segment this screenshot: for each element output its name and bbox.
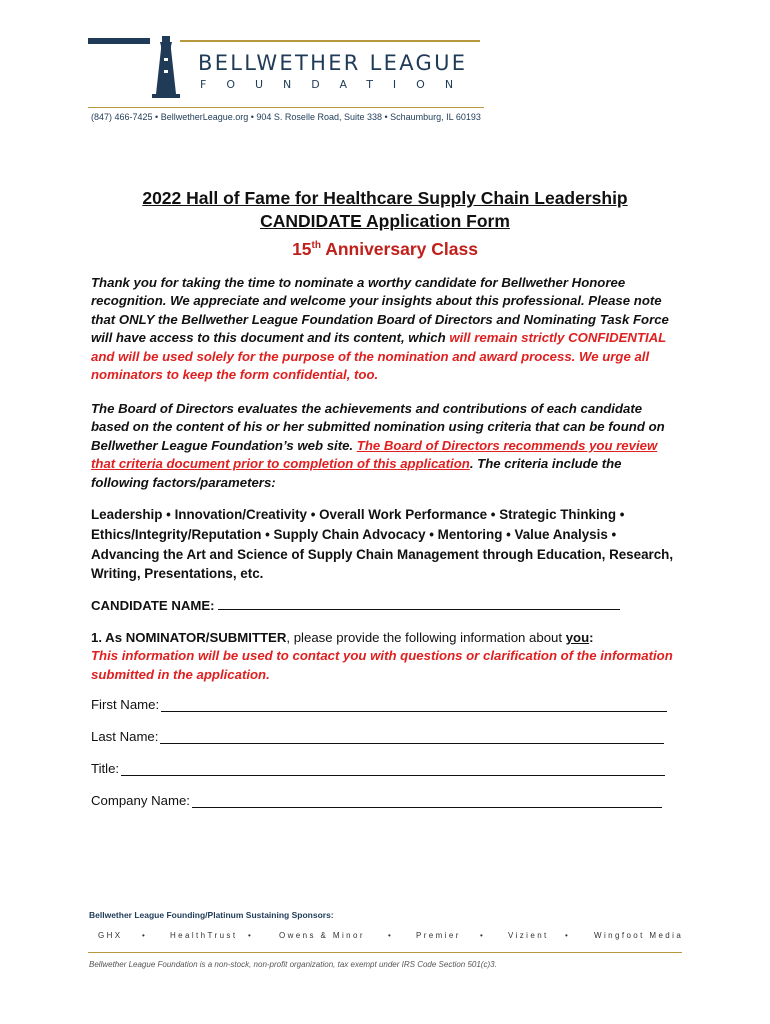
foundation-logo (88, 34, 488, 109)
candidate-name-label: CANDIDATE NAME: (91, 598, 215, 613)
footer-divider (88, 952, 682, 953)
header-divider (88, 107, 484, 108)
logo-accent-bar (88, 38, 488, 44)
sponsor-separator: • (388, 931, 394, 940)
sponsor-separator: • (480, 931, 486, 940)
sponsor-vizient: Vizient (508, 931, 549, 940)
sponsor-premier: Premier (416, 931, 461, 940)
form-subtitle: CANDIDATE Application Form (260, 211, 510, 231)
last-name-label: Last Name: (91, 729, 159, 744)
sponsor-separator: • (565, 931, 571, 940)
title-field[interactable] (121, 763, 665, 776)
anniversary-class (0, 233, 770, 262)
confidential-notice: will remain strictly CONFIDENTIAL and will be used solely for the purpose of the nomination and award process. We urge all nominators to keep the form confidential, too. (91, 330, 667, 383)
sponsor-ghx: GHX (98, 931, 123, 940)
criteria-link[interactable]: The Board of Directors recommends you review that criteria document prior to completion of this application (91, 437, 658, 472)
company-name-field[interactable] (192, 795, 662, 808)
question-middle: , please provide the following information about (286, 630, 566, 645)
sponsor-healthtrust: HealthTrust (170, 931, 238, 940)
first-name-label: First Name: (91, 697, 160, 712)
tax-status-note: Bellwether League Foundation is a non-stock, non-profit organization, tax exempt under IRS Code Section 501(c)3. (89, 960, 497, 969)
lighthouse-icon (150, 34, 182, 100)
question-you: you (565, 630, 590, 645)
intro-paragraph (91, 274, 681, 384)
last-name-row (91, 729, 664, 744)
sponsor-owens-minor: Owens & Minor (279, 931, 365, 940)
sponsor-separator: • (248, 931, 254, 940)
anniversary-suffix: th (311, 240, 321, 251)
question-prefix: 1. As NOMINATOR/SUBMITTER (91, 630, 287, 645)
nominator-question (91, 629, 681, 684)
sponsor-separator: • (142, 931, 148, 940)
contact-usage-note: This information will be used to contact you with questions or clarification of the information submitted in the application. (91, 648, 673, 682)
form-title-block (0, 187, 770, 262)
board-paragraph (91, 400, 681, 492)
candidate-name-field[interactable] (218, 597, 620, 610)
sponsor-wingfoot-media: Wingfoot Media (594, 931, 684, 940)
anniversary-number: 15 (292, 238, 312, 259)
anniversary-text: Anniversary Class (320, 238, 478, 259)
candidate-name-row (91, 597, 620, 613)
intro-text: Thank you for taking the time to nominate a worthy candidate for Bellwether Honoree recognition. We appreciate and welcome your insights about this professional. Please note that ONLY the Bellwether League Foundation Board of Directors and Nominating Task Force will have access to this document and its content, which (91, 275, 669, 346)
sponsors-title: Bellwether League Founding/Platinum Sustaining Sponsors: (89, 910, 334, 920)
sponsor-list (98, 931, 684, 943)
question-colon: : (589, 630, 594, 645)
title-label: Title: (91, 761, 120, 776)
org-name: BELLWETHER LEAGUE (198, 51, 468, 75)
company-name-label: Company Name: (91, 793, 190, 808)
last-name-field[interactable] (160, 731, 664, 744)
first-name-row (91, 697, 667, 712)
first-name-field[interactable] (161, 699, 667, 712)
board-text-end: . The criteria include the following factors/parameters: (91, 456, 622, 490)
company-name-row (91, 793, 662, 808)
title-row (91, 761, 665, 776)
contact-line: (847) 466-7425 • BellwetherLeague.org • 904 S. Roselle Road, Suite 338 • Schaumburg, IL 60193 (91, 112, 481, 122)
board-text: The Board of Directors evaluates the achievements and contributions of each candidate based on the content of his or her submitted nomination using criteria that can be found on Bellwether League Foundation’s web site. (91, 401, 665, 453)
org-subtitle: FOUNDATION (200, 78, 474, 91)
form-title: 2022 Hall of Fame for Healthcare Supply Chain Leadership (142, 188, 628, 208)
criteria-list: Leadership • Innovation/Creativity • Overall Work Performance • Strategic Thinking • Ethics/Integrity/Reputation • Supply Chain Advocacy • Mentoring • Value Analysis • Advancing the Art and Science of Supply Chain Management through Education, Research, Writing, Presentations, etc. (91, 507, 674, 582)
